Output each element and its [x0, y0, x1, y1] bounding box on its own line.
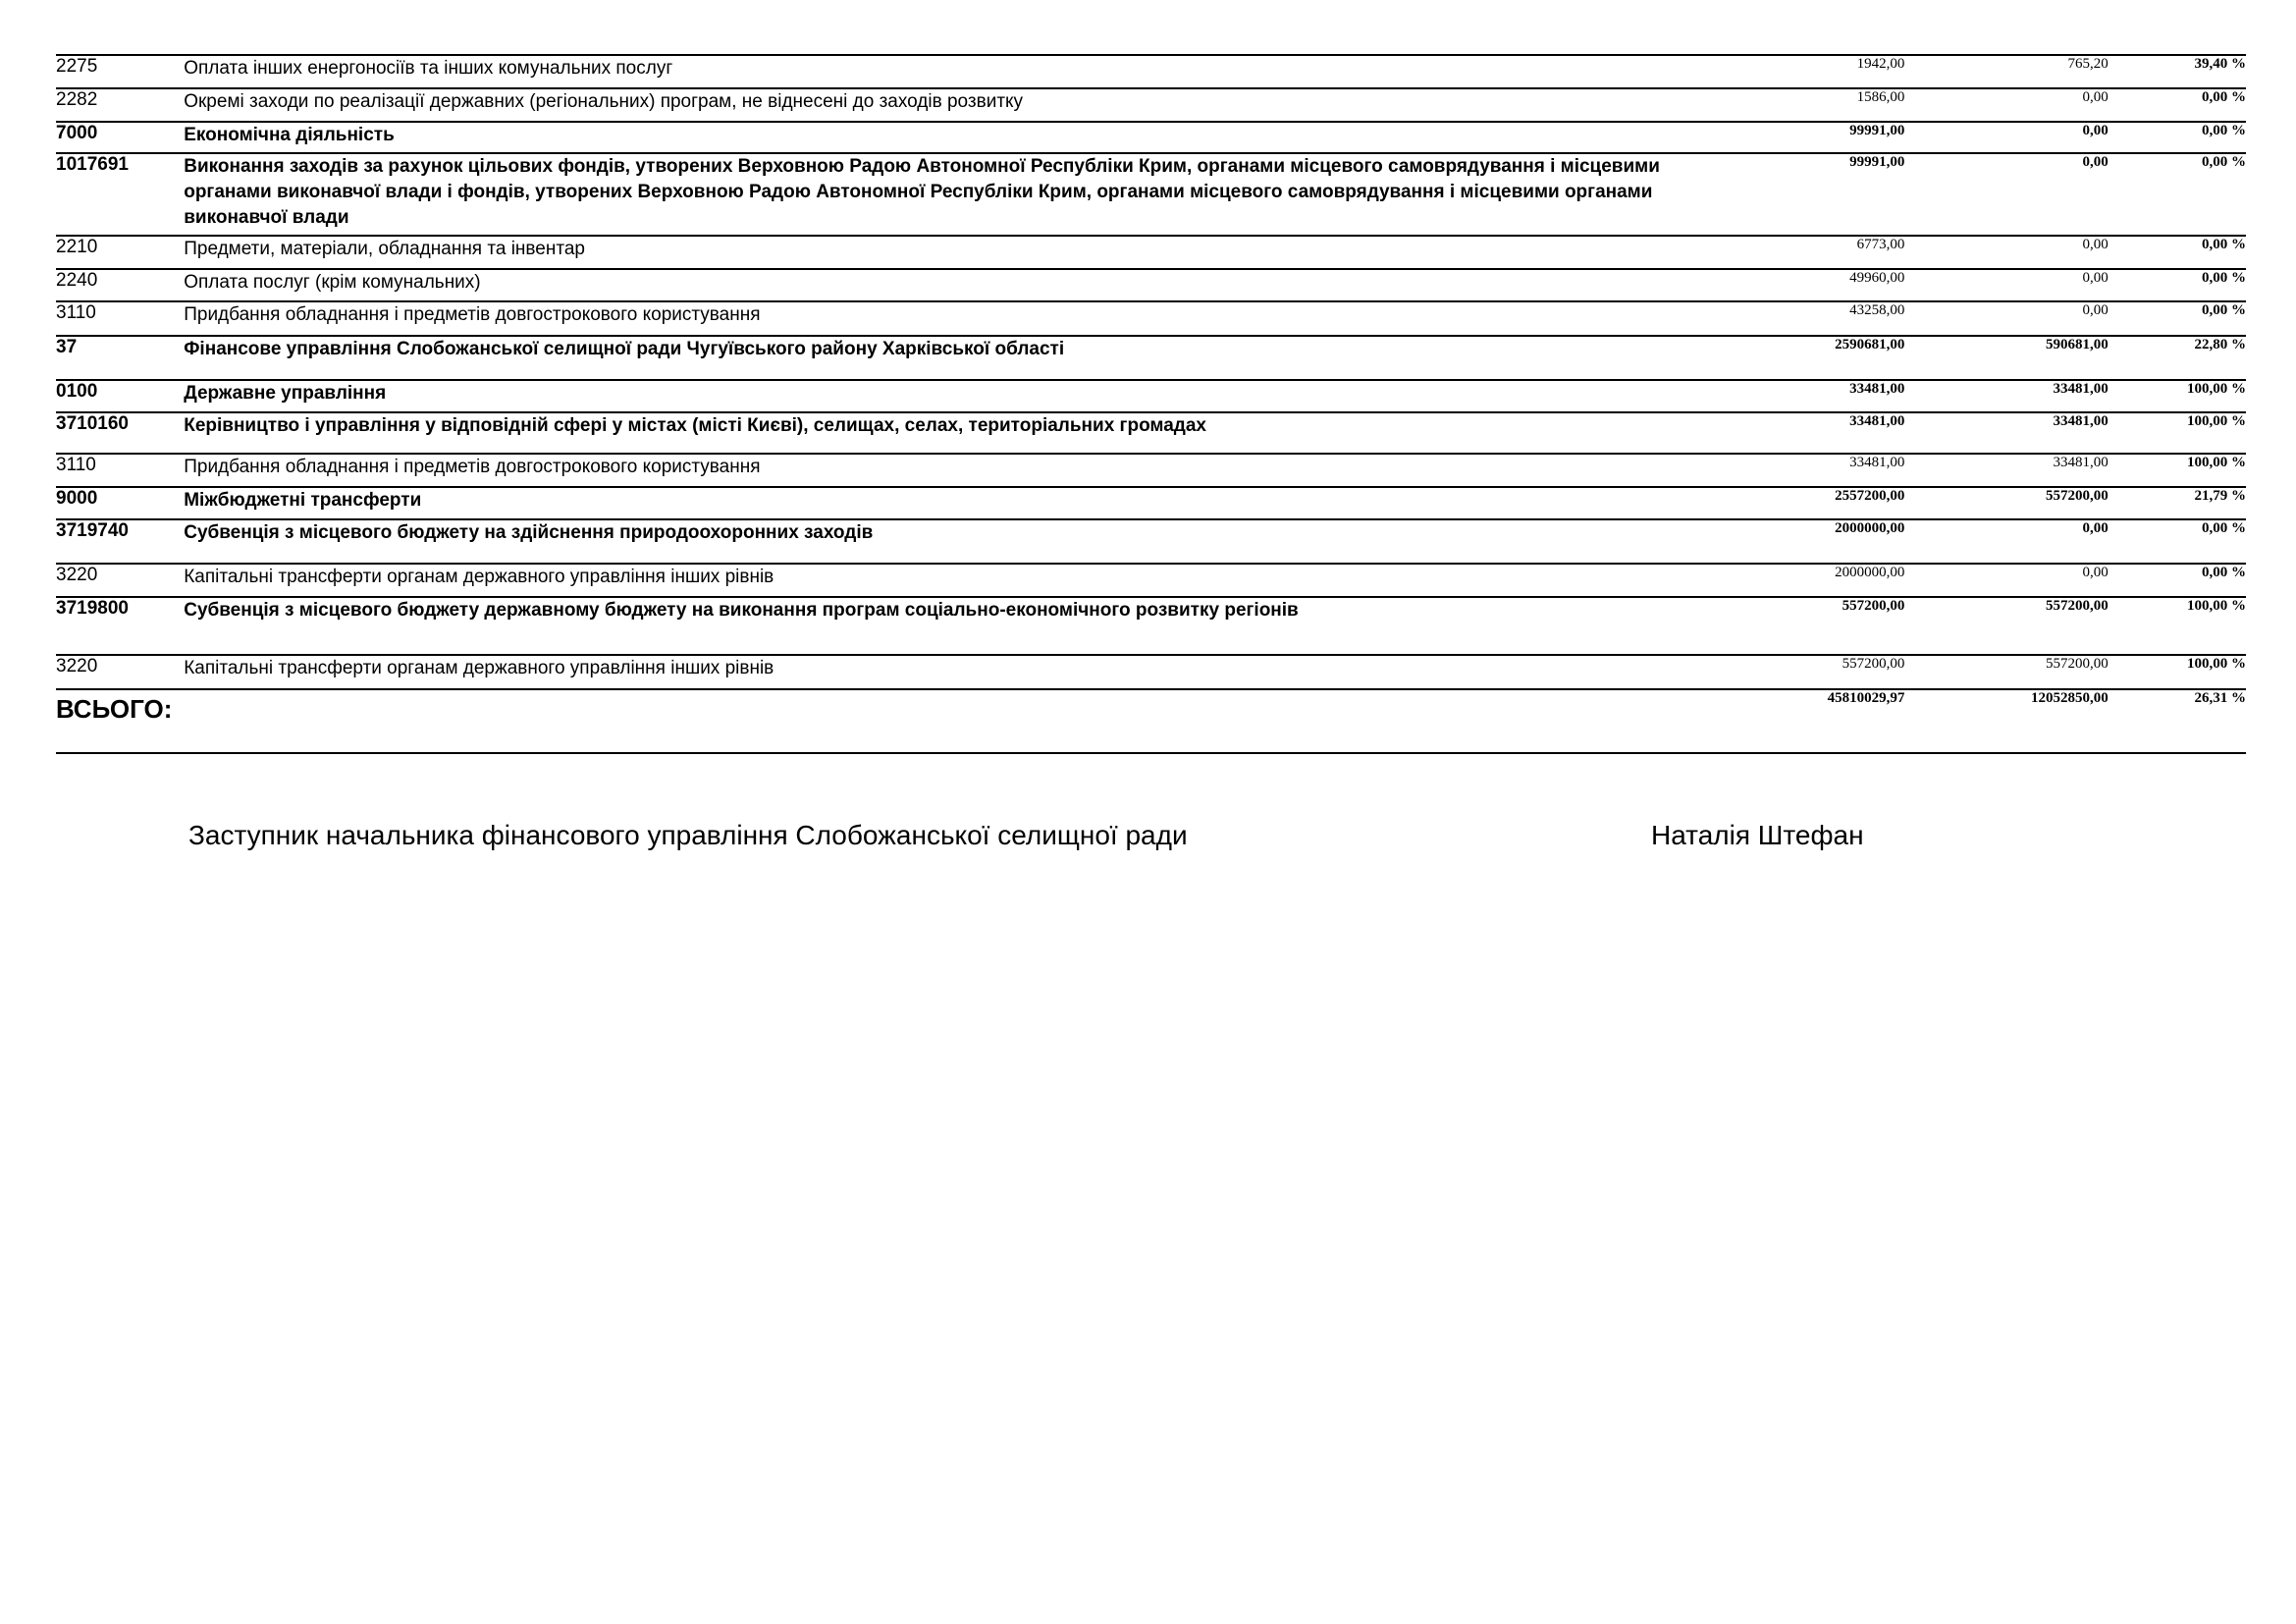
row-name: Економічна діяльність — [184, 125, 395, 145]
row-percent: 100,00 % — [2187, 656, 2246, 672]
row-name: Оплата послуг (крім комунальних) — [184, 272, 481, 293]
total-fact: 12052850,00 — [2030, 690, 2109, 706]
table-row — [56, 454, 2246, 487]
row-plan: 1942,00 — [1856, 56, 1905, 72]
report-page — [56, 54, 2246, 754]
row-fact: 557200,00 — [2045, 598, 2109, 614]
row-code: 2282 — [56, 89, 98, 110]
row-percent: 100,00 % — [2187, 598, 2246, 614]
table-row — [56, 236, 2246, 269]
row-percent: 0,00 % — [2202, 89, 2246, 105]
row-code: 2240 — [56, 270, 98, 291]
table-row — [56, 487, 2246, 519]
row-plan: 43258,00 — [1849, 302, 1905, 318]
row-percent: 0,00 % — [2202, 154, 2246, 170]
row-percent: 100,00 % — [2187, 381, 2246, 397]
row-fact: 0,00 — [2082, 89, 2109, 105]
row-percent: 0,00 % — [2202, 123, 2246, 138]
row-name: Окремі заходи по реалізації державних (регіональних) програм, не віднесені до заходів розвитку — [184, 91, 1024, 112]
row-code: 1017691 — [56, 154, 129, 175]
row-fact: 0,00 — [2082, 302, 2109, 318]
row-code: 3719740 — [56, 520, 129, 541]
table-row — [56, 519, 2246, 564]
total-row — [56, 689, 2246, 752]
total-percent: 26,31 % — [2194, 690, 2246, 706]
row-name: Виконання заходів за рахунок цільових фондів, утворених Верховною Радою Автономної Республіки Крим, органами місцевого самоврядування і місцевими органами виконавчої влади і фондів, утворених Верховною Радою Автономної Республіки Крим, органами місцевого самоврядування і місцевими органами виконавчої влади — [184, 156, 1660, 228]
row-name: Державне управління — [184, 383, 387, 404]
table-row — [56, 301, 2246, 336]
row-percent: 0,00 % — [2202, 565, 2246, 580]
row-percent: 100,00 % — [2187, 455, 2246, 470]
row-fact: 0,00 — [2082, 154, 2109, 170]
row-name: Субвенція з місцевого бюджету на здійснення природоохоронних заходів — [184, 522, 874, 543]
row-fact: 0,00 — [2082, 123, 2109, 138]
row-name: Субвенція з місцевого бюджету державному бюджету на виконання програм соціально-економічного розвитку регіонів — [184, 600, 1299, 621]
row-percent: 21,79 % — [2194, 488, 2246, 504]
row-fact: 557200,00 — [2045, 656, 2109, 672]
row-code: 7000 — [56, 123, 98, 143]
row-plan: 2000000,00 — [1835, 520, 1905, 536]
row-name: Фінансове управління Слобожанської селищної ради Чугуївського району Харківської області — [184, 339, 1065, 359]
row-plan: 49960,00 — [1849, 270, 1905, 286]
row-plan: 33481,00 — [1849, 413, 1905, 429]
row-fact: 0,00 — [2082, 270, 2109, 286]
row-fact: 765,20 — [2067, 56, 2109, 72]
row-percent: 22,80 % — [2194, 337, 2246, 352]
row-code: 0100 — [56, 381, 98, 402]
table-bottom-rule — [56, 752, 2246, 754]
row-fact: 0,00 — [2082, 565, 2109, 580]
row-plan: 33481,00 — [1849, 381, 1905, 397]
row-plan: 6773,00 — [1856, 237, 1905, 252]
row-plan: 2000000,00 — [1835, 565, 1905, 580]
row-plan: 99991,00 — [1849, 123, 1905, 138]
row-plan: 2557200,00 — [1835, 488, 1905, 504]
table-row — [56, 153, 2246, 236]
row-name: Придбання обладнання і предметів довгострокового користування — [184, 304, 761, 325]
row-name: Оплата інших енергоносіїв та інших комунальних послуг — [184, 58, 673, 79]
row-percent: 0,00 % — [2202, 237, 2246, 252]
table-row — [56, 564, 2246, 597]
row-name: Керівництво і управління у відповідній сфері у містах (місті Києві), селищах, селах, територіальних громадах — [184, 415, 1206, 436]
row-code: 3220 — [56, 656, 98, 677]
row-code: 2210 — [56, 237, 98, 257]
total-label: ВСЬОГО: — [56, 694, 173, 724]
table-row — [56, 269, 2246, 301]
row-plan: 33481,00 — [1849, 455, 1905, 470]
table-row — [56, 412, 2246, 454]
table-row — [56, 380, 2246, 412]
budget-table — [56, 54, 2246, 752]
row-code: 3220 — [56, 565, 98, 585]
row-code: 9000 — [56, 488, 98, 509]
total-plan: 45810029,97 — [1827, 690, 1905, 706]
row-name: Міжбюджетні трансферти — [184, 490, 422, 511]
row-code: 3110 — [56, 302, 96, 323]
table-row — [56, 122, 2246, 153]
row-plan: 1586,00 — [1856, 89, 1905, 105]
row-fact: 33481,00 — [2053, 413, 2109, 429]
row-fact: 0,00 — [2082, 237, 2109, 252]
signature-name: Наталія Штефан — [1651, 820, 1864, 850]
table-row — [56, 597, 2246, 655]
row-fact: 33481,00 — [2053, 381, 2109, 397]
budget-table-body — [56, 55, 2246, 689]
row-fact: 557200,00 — [2045, 488, 2109, 504]
table-row — [56, 88, 2246, 122]
row-code: 3710160 — [56, 413, 129, 434]
row-code: 2275 — [56, 56, 98, 77]
row-name: Придбання обладнання і предметів довгострокового користування — [184, 457, 761, 477]
row-plan: 557200,00 — [1842, 656, 1905, 672]
row-percent: 100,00 % — [2187, 413, 2246, 429]
row-code: 3110 — [56, 455, 96, 475]
row-plan: 99991,00 — [1849, 154, 1905, 170]
row-fact: 0,00 — [2082, 520, 2109, 536]
row-percent: 0,00 % — [2202, 302, 2246, 318]
row-code: 37 — [56, 337, 78, 357]
row-code: 3719800 — [56, 598, 129, 619]
row-percent: 39,40 % — [2194, 56, 2246, 72]
total-name-cell — [184, 689, 1737, 752]
row-percent: 0,00 % — [2202, 270, 2246, 286]
row-fact: 590681,00 — [2045, 337, 2109, 352]
row-name: Капітальні трансферти органам державного управління інших рівнів — [184, 658, 774, 678]
table-row — [56, 655, 2246, 689]
row-fact: 33481,00 — [2053, 455, 2109, 470]
row-plan: 557200,00 — [1842, 598, 1905, 614]
signature-title: Заступник начальника фінансового управління Слобожанської селищної ради — [188, 820, 1188, 850]
row-name: Предмети, матеріали, обладнання та інвентар — [184, 239, 585, 259]
row-percent: 0,00 % — [2202, 520, 2246, 536]
table-row — [56, 336, 2246, 380]
table-row — [56, 55, 2246, 88]
row-plan: 2590681,00 — [1835, 337, 1905, 352]
row-name: Капітальні трансферти органам державного управління інших рівнів — [184, 567, 774, 587]
